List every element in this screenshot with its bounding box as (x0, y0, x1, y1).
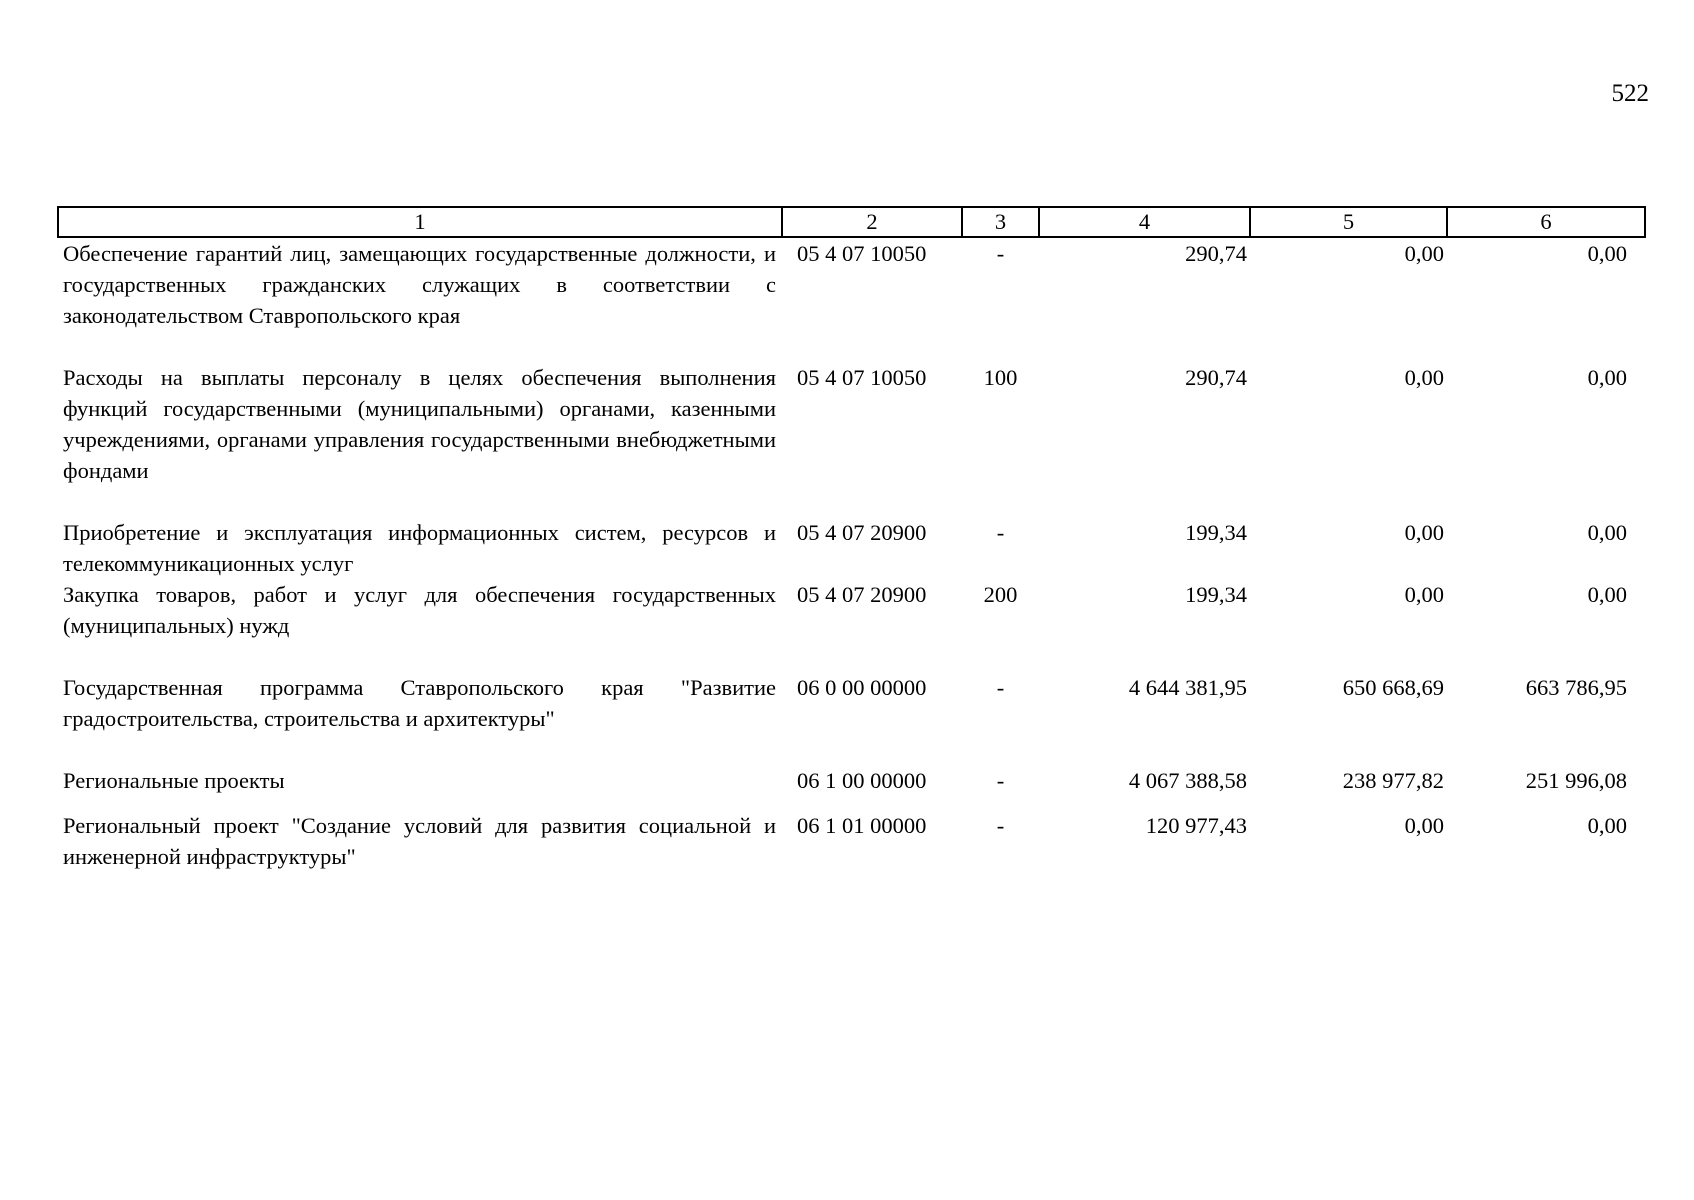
amount-col4: 4 644 381,95 (1128, 675, 1247, 700)
amount-col5: 650 668,69 (1342, 675, 1444, 700)
table-row (58, 579, 1645, 672)
amount-col6: 0,00 (1587, 582, 1627, 607)
table-row (58, 362, 1645, 517)
column-header: 5 (1250, 207, 1447, 237)
amount-col5: 0,00 (1404, 365, 1444, 390)
budget-table (57, 206, 1646, 880)
page-number: 522 (1611, 80, 1649, 107)
amount-col6: 0,00 (1587, 241, 1627, 266)
item-name: Государственная программа Ставропольского края "Развитие градостроительства, строительства и архитектуры" (63, 675, 776, 731)
item-code: 05 4 07 20900 (797, 520, 927, 545)
item-code: 06 1 00 00000 (797, 768, 927, 793)
amount-col4: 199,34 (1185, 520, 1247, 545)
item-type: - (996, 768, 1005, 793)
column-header: 2 (782, 207, 962, 237)
item-type: - (996, 675, 1005, 700)
table-row (58, 517, 1645, 579)
item-type: - (996, 813, 1005, 838)
amount-col4: 120 977,43 (1145, 813, 1247, 838)
item-name: Региональный проект "Создание условий для развития социальной и инженерной инфраструктуры" (63, 813, 776, 869)
table-row (58, 765, 1645, 810)
item-type: 100 (983, 365, 1018, 390)
amount-col4: 4 067 388,58 (1128, 768, 1247, 793)
item-type: - (996, 241, 1005, 266)
item-type: 200 (983, 582, 1018, 607)
amount-col5: 238 977,82 (1342, 768, 1444, 793)
column-header: 1 (58, 207, 782, 237)
item-code: 06 0 00 00000 (797, 675, 927, 700)
amount-col4: 199,34 (1185, 582, 1247, 607)
item-code: 05 4 07 10050 (797, 241, 927, 266)
item-name: Приобретение и эксплуатация информационных систем, ресурсов и телекоммуникационных услуг (63, 520, 776, 576)
item-name: Обеспечение гарантий лиц, замещающих государственные должности, и государственных гражданских служащих в соответствии с законодательством Ставропольского края (63, 241, 776, 328)
item-type: - (996, 520, 1005, 545)
amount-col6: 251 996,08 (1525, 768, 1627, 793)
column-header: 6 (1447, 207, 1645, 237)
amount-col4: 290,74 (1185, 365, 1247, 390)
item-name: Региональные проекты (63, 768, 285, 793)
amount-col6: 663 786,95 (1525, 675, 1627, 700)
column-header: 4 (1039, 207, 1250, 237)
item-code: 05 4 07 10050 (797, 365, 927, 390)
amount-col5: 0,00 (1404, 241, 1444, 266)
item-name: Расходы на выплаты персоналу в целях обеспечения выполнения функций государственными (муниципальными) органами, казенными учреждениями, органами управления государственными внебюджетными фондами (63, 365, 776, 483)
column-header: 3 (962, 207, 1039, 237)
table-row (58, 810, 1645, 880)
item-code: 06 1 01 00000 (797, 813, 927, 838)
amount-col5: 0,00 (1404, 813, 1444, 838)
amount-col6: 0,00 (1587, 365, 1627, 390)
amount-col5: 0,00 (1404, 520, 1444, 545)
amount-col5: 0,00 (1404, 582, 1444, 607)
table-row (58, 672, 1645, 765)
table-header-row (58, 207, 1645, 237)
amount-col6: 0,00 (1587, 520, 1627, 545)
item-code: 05 4 07 20900 (797, 582, 927, 607)
table-row (58, 237, 1645, 362)
item-name: Закупка товаров, работ и услуг для обеспечения государственных (муниципальных) нужд (63, 582, 776, 638)
amount-col6: 0,00 (1587, 813, 1627, 838)
amount-col4: 290,74 (1185, 241, 1247, 266)
